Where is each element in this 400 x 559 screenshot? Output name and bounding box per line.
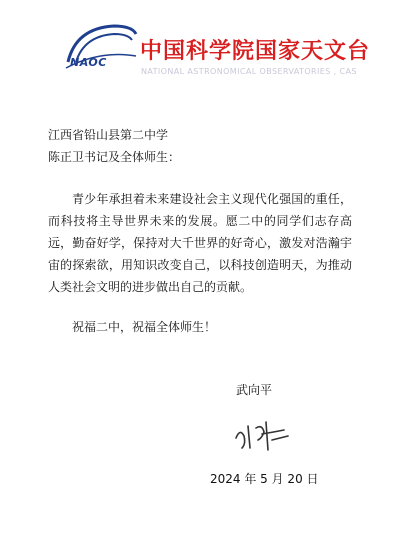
addressee-school: 江西省铅山县第二中学 (48, 128, 169, 142)
letterhead (0, 0, 400, 90)
letter-body: 青少年承担着未来建设社会主义现代化强国的重任，而科技将主导世界未来的发展。愿二中的同学们志存高远，勤奋好学，保持对大千世界的好奇心，激发对浩瀚宇宙的探索欲，用知识改变自己，以科技创造明天，为推动人类社会文明的进步做出自己的贡献。 (48, 192, 352, 294)
org-name-cn: 中国科学院国家天文台 (140, 38, 371, 64)
signer-name: 武向平 (236, 383, 273, 397)
logo-text: NAOC (70, 56, 107, 69)
addressee-salutation: 陈正卫书记及全体师生： (48, 150, 181, 164)
handwritten-signature-icon (228, 414, 298, 454)
naoc-logo-icon (62, 22, 138, 78)
org-name-en: NATIONAL ASTRONOMICAL OBSERVATORIES , CAS (141, 67, 357, 76)
letter-date: 2024 年 5 月 20 日 (210, 472, 319, 486)
letter-closing: 祝福二中，祝福全体师生！ (72, 320, 217, 334)
